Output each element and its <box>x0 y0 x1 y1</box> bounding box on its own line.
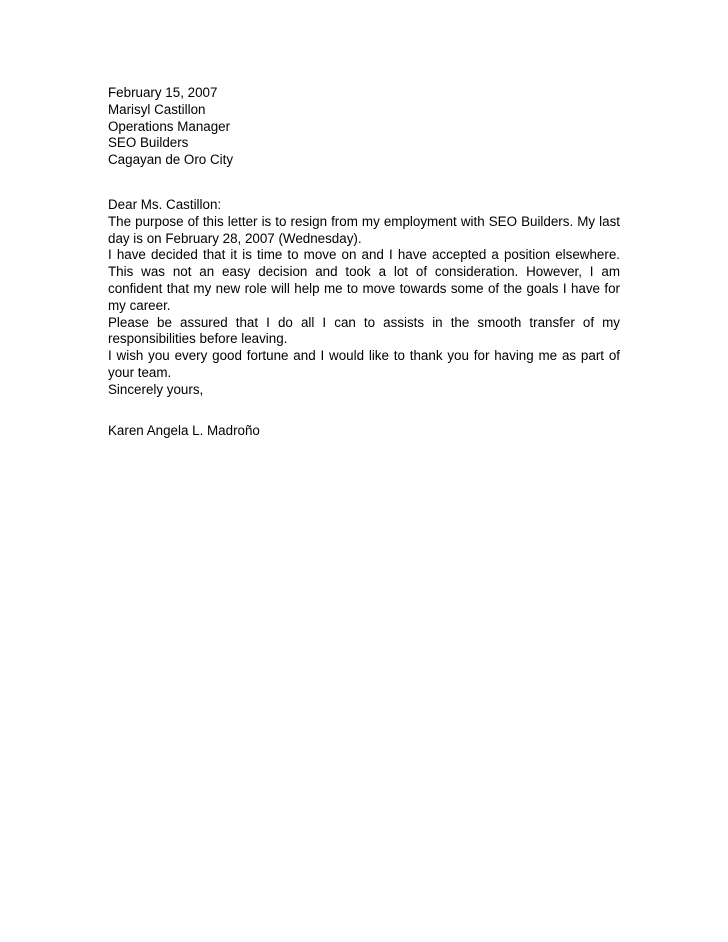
recipient-address-block <box>108 102 620 169</box>
letter-body <box>108 85 620 439</box>
recipient-company: SEO Builders <box>108 135 189 151</box>
paragraph-thanks: I wish you every good fortune and I would like to thank you for having me as part of your team. <box>108 348 620 380</box>
signature-space <box>108 399 620 423</box>
salutation: Dear Ms. Castillon: <box>108 196 222 212</box>
paragraph-transition: Please be assured that I do all I can to assists in the smooth transfer of my responsibilities before leaving. <box>108 314 620 347</box>
recipient-city: Cagayan de Oro City <box>108 152 234 168</box>
closing: Sincerely yours, <box>108 381 204 397</box>
recipient-name: Marisyl Castillon <box>108 101 206 117</box>
paragraph-resignation-notice: The purpose of this letter is to resign from my employment with SEO Builders. My last day is on February 28, 2007 (Wednesday). <box>108 213 620 246</box>
recipient-title: Operations Manager <box>108 118 231 134</box>
paragraph-reason: I have decided that it is time to move on and I have accepted a position elsewhere. This was not an easy decision and took a lot of consideration. However, I am confident that my new role will help me to move towards some of the goals I have for my career. <box>108 247 620 313</box>
letter-date: February 15, 2007 <box>108 85 218 100</box>
signature-name: Karen Angela L. Madroño <box>108 422 260 438</box>
